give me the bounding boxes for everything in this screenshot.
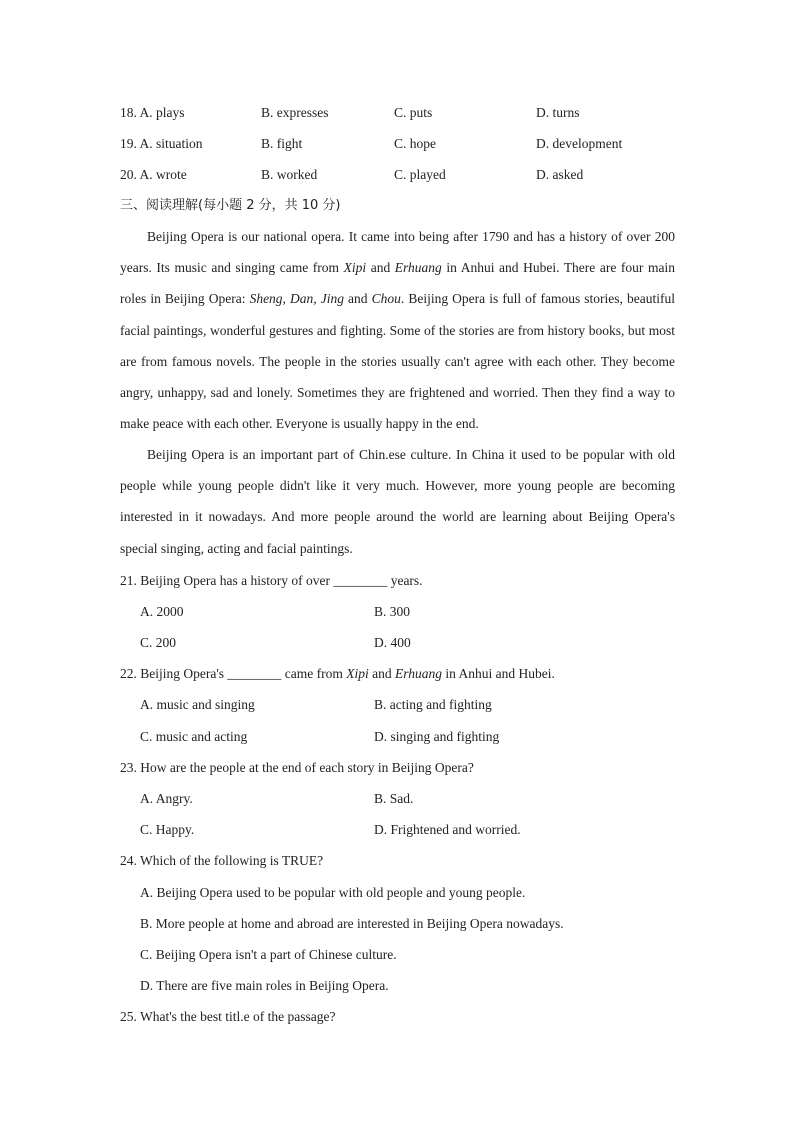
question-23-option-a: A. Angry.	[140, 791, 193, 806]
cloze-option-d: D. turns	[536, 105, 580, 120]
question-21-stem: 21. Beijing Opera has a history of over ________ years.	[120, 573, 423, 588]
question-23-option-d: D. Frightened and worried.	[374, 822, 521, 837]
question-23-option-c: C. Happy.	[140, 822, 195, 837]
passage-paragraph-2: Beijing Opera is an important part of Chin.ese culture. In China it used to be popular with old people while young people didn't like it very much. However, more young people are becoming interested in it nowadays. And more people around the world are learning about Beijing Opera's special singing, acting and facial paintings.	[120, 447, 675, 556]
question-24-option-a: A. Beijing Opera used to be popular with old people and young people.	[140, 885, 526, 900]
question-24-option-b: B. More people at home and abroad are interested in Beijing Opera nowadays.	[140, 916, 564, 931]
cloze-option-a: 20. A. wrote	[120, 167, 187, 182]
question-22-option-b: B. acting and fighting	[374, 697, 492, 712]
section-heading: 三、阅读理解(每小题 2 分，共 10 分)	[120, 198, 341, 213]
question-25-stem: 25. What's the best titl.e of the passage?	[120, 1009, 336, 1024]
question-23-option-b: B. Sad.	[374, 791, 414, 806]
question-21-option-d: D. 400	[374, 635, 411, 650]
cloze-option-c: C. hope	[394, 136, 436, 151]
question-24-option-d: D. There are five main roles in Beijing Opera.	[140, 978, 389, 993]
cloze-option-b: B. fight	[261, 136, 303, 151]
question-22-stem: 22. Beijing Opera's ________ came from Xipi and Erhuang in Anhui and Hubei.	[120, 666, 555, 681]
cloze-option-a: 18. A. plays	[120, 105, 185, 120]
cloze-option-c: C. played	[394, 167, 446, 182]
question-24-option-c: C. Beijing Opera isn't a part of Chinese culture.	[140, 947, 397, 962]
question-21-option-b: B. 300	[374, 604, 411, 619]
question-22-option-d: D. singing and fighting	[374, 729, 500, 744]
cloze-option-a: 19. A. situation	[120, 136, 203, 151]
cloze-option-c: C. puts	[394, 105, 433, 120]
question-22-option-c: C. music and acting	[140, 729, 248, 744]
question-21-option-a: A. 2000	[140, 604, 184, 619]
question-22-option-a: A. music and singing	[140, 697, 255, 712]
passage-paragraph-1: Beijing Opera is our national opera. It came into being after 1790 and has a history of over 200 years. Its music and singing came from Xipi and Erhuang in Anhui and Hubei. There are four main roles in Beijing Opera: Sheng, Dan, Jing and Chou. Beijing Opera is full of famous stories, beautiful facial paintings, wonderful gestures and fighting. Some of the stories are from history books, but most are from famous novels. The people in the stories usually can't agree with each other. They become angry, unhappy, sad and lonely. Sometimes they are frightened and worried. Then they find a way to make peace with each other. Everyone is usually happy in the end.	[120, 229, 675, 432]
cloze-option-b: B. worked	[261, 167, 318, 182]
question-24-stem: 24. Which of the following is TRUE?	[120, 853, 324, 868]
cloze-option-b: B. expresses	[261, 105, 329, 120]
cloze-option-d: D. development	[536, 136, 623, 151]
cloze-option-d: D. asked	[536, 167, 584, 182]
question-21-option-c: C. 200	[140, 635, 177, 650]
question-23-stem: 23. How are the people at the end of each story in Beijing Opera?	[120, 760, 474, 775]
